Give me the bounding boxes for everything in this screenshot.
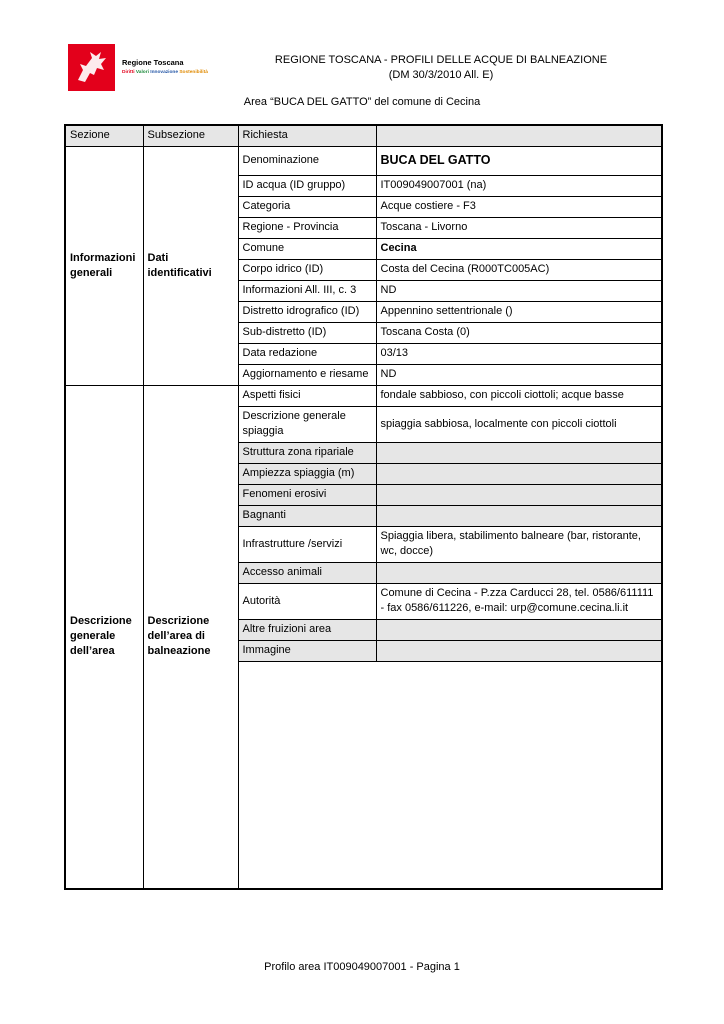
field-label: Categoria — [238, 196, 376, 217]
field-value — [376, 442, 662, 463]
field-value: Costa del Cecina (R000TC005AC) — [376, 259, 662, 280]
field-value: Comune di Cecina - P.zza Carducci 28, tel. 0586/611111 - fax 0586/611226, e-mail: urp@comune.cecina.li.it — [376, 583, 662, 619]
logo-motto: Diritti Valori Innovazione Sostenibilità — [122, 70, 208, 75]
field-value: 03/13 — [376, 343, 662, 364]
field-label: Aspetti fisici — [238, 385, 376, 406]
field-label: Altre fruizioni area — [238, 619, 376, 640]
header-valore — [376, 125, 662, 146]
field-value — [376, 640, 662, 661]
field-label: Denominazione — [238, 146, 376, 175]
field-value: Appennino settentrionale () — [376, 301, 662, 322]
document-title: REGIONE TOSCANA - PROFILI DELLE ACQUE DI BALNEAZIONE — [274, 54, 608, 66]
field-value: Acque costiere - F3 — [376, 196, 662, 217]
field-label: Infrastrutture /servizi — [238, 526, 376, 562]
field-value: Toscana Costa (0) — [376, 322, 662, 343]
field-label: Comune — [238, 238, 376, 259]
field-value — [376, 484, 662, 505]
field-value: ND — [376, 280, 662, 301]
image-area — [238, 661, 662, 889]
field-value: fondale sabbioso, con piccoli ciottoli; acque basse — [376, 385, 662, 406]
subsection-dati-identificativi: Dati identificativi — [143, 146, 238, 385]
table-row — [65, 385, 662, 406]
field-value: Toscana - Livorno — [376, 217, 662, 238]
field-label: Data redazione — [238, 343, 376, 364]
document-subtitle: (DM 30/3/2010 All. E) — [388, 69, 494, 81]
field-label: Informazioni All. III, c. 3 — [238, 280, 376, 301]
table-row — [65, 146, 662, 175]
field-value: spiaggia sabbiosa, localmente con piccoli ciottoli — [376, 406, 662, 442]
field-label: Corpo idrico (ID) — [238, 259, 376, 280]
field-value: ND — [376, 364, 662, 385]
field-value: IT009049007001 (na) — [376, 175, 662, 196]
field-label: Bagnanti — [238, 505, 376, 526]
field-label: Descrizione generale spiaggia — [238, 406, 376, 442]
field-value-denominazione: BUCA DEL GATTO — [376, 146, 662, 175]
field-label: Aggiornamento e riesame — [238, 364, 376, 385]
area-title: Area “BUCA DEL GATTO” del comune di Cecina — [243, 96, 481, 108]
header-sezione: Sezione — [65, 125, 143, 146]
field-label: Sub-distretto (ID) — [238, 322, 376, 343]
page-footer: Profilo area IT009049007001 - Pagina 1 — [264, 961, 460, 973]
field-value-comune: Cecina — [376, 238, 662, 259]
table-header-row — [65, 125, 662, 146]
field-label: ID acqua (ID gruppo) — [238, 175, 376, 196]
field-value — [376, 463, 662, 484]
header-richiesta: Richiesta — [238, 125, 376, 146]
field-label: Struttura zona ripariale — [238, 442, 376, 463]
pegasus-logo-icon — [68, 44, 115, 91]
field-value: Spiaggia libera, stabilimento balneare (bar, ristorante, wc, docce) — [376, 526, 662, 562]
header-subsezione: Subsezione — [143, 125, 238, 146]
field-value — [376, 562, 662, 583]
field-label: Immagine — [238, 640, 376, 661]
profile-table — [64, 124, 663, 890]
field-value — [376, 505, 662, 526]
field-label: Fenomeni erosivi — [238, 484, 376, 505]
field-value — [376, 619, 662, 640]
logo-name: Regione Toscana — [122, 58, 184, 67]
field-label: Accesso animali — [238, 562, 376, 583]
section-informazioni-generali: Informazioni generali — [65, 146, 143, 385]
field-label: Distretto idrografico (ID) — [238, 301, 376, 322]
section-descrizione-generale: Descrizione generale dell’area — [65, 385, 143, 889]
field-label: Autorità — [238, 583, 376, 619]
field-label: Regione - Provincia — [238, 217, 376, 238]
subsection-descrizione-area: Descrizione dell’area di balneazione — [143, 385, 238, 889]
regione-toscana-logo — [68, 44, 210, 92]
field-label: Ampiezza spiaggia (m) — [238, 463, 376, 484]
